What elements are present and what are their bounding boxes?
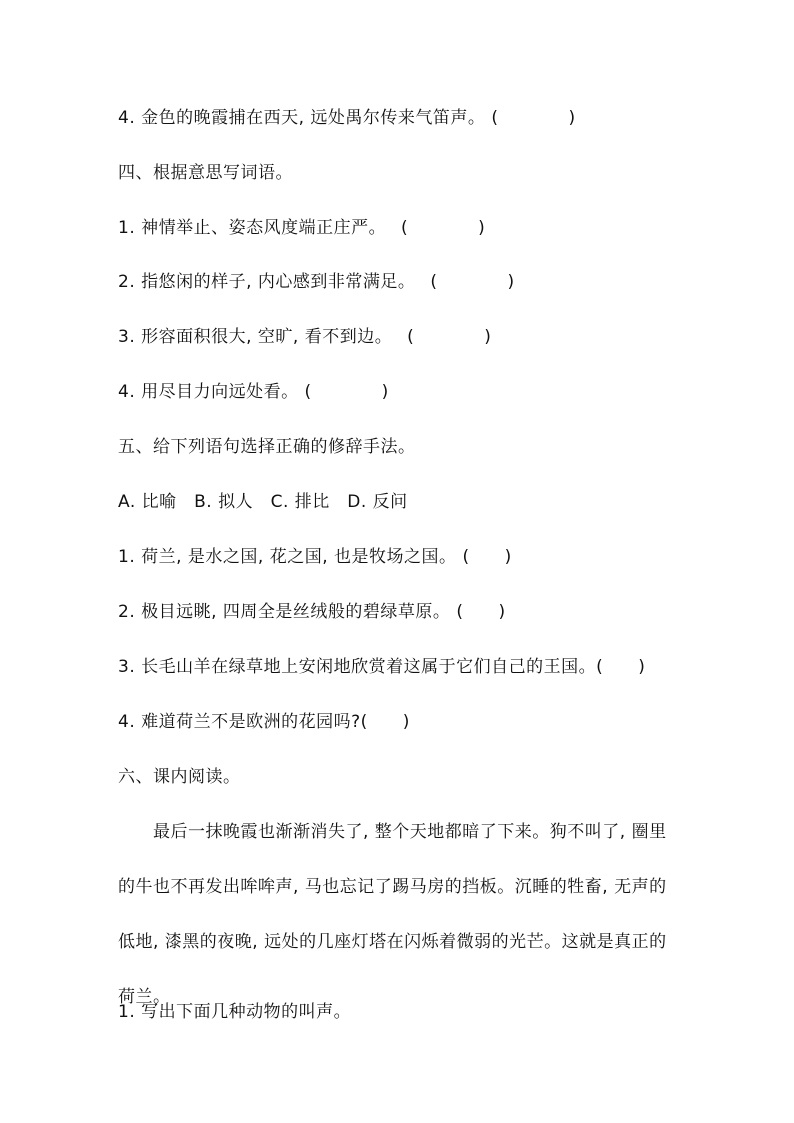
- rhetoric-question-3: 3. 长毛山羊在绿草地上安闲地欣赏着这属于它们自己的王国。( ): [118, 657, 646, 677]
- question-line-2-leisurely: 2. 指悠闲的样子, 内心感到非常满足。 ( ): [118, 272, 515, 292]
- question-line-4-sunset: 4. 金色的晚霞捕在西天, 远处禺尔传来气笛声。 ( ): [118, 108, 576, 128]
- question-line-3-vast: 3. 形容面积很大, 空旷, 看不到边。 ( ): [118, 327, 492, 347]
- rhetoric-options: A. 比喻 B. 拟人 C. 排比 D. 反问: [118, 492, 408, 512]
- reading-passage: 最后一抹晚霞也渐渐消失了, 整个天地都暗了下来。狗不叫了, 圈里的牛也不再发出哞哞声, 马也忘记了踢马房的挡板。沉睡的牲畜, 无声的低地, 漆黑的夜晚, 远处的几座灯塔在闪烁着微弱的光芒。这就是真正的荷兰。: [118, 822, 667, 1007]
- reading-question-1: 1. 写出下面几种动物的叫声。: [118, 1002, 352, 1022]
- section-heading-4: 四、根据意思写词语。: [118, 163, 293, 183]
- rhetoric-question-2: 2. 极目远眺, 四周全是丝绒般的碧绿草原。 ( ): [118, 602, 506, 622]
- question-line-4-gaze: 4. 用尽目力向远处看。 ( ): [118, 382, 389, 402]
- question-line-1-dignified: 1. 神情举止、姿态风度端正庄严。 ( ): [118, 218, 486, 238]
- section-heading-6: 六、课内阅读。: [118, 767, 241, 787]
- rhetoric-question-1: 1. 荷兰, 是水之国, 花之国, 也是牧场之国。 ( ): [118, 547, 512, 567]
- section-heading-5: 五、给下列语句选择正确的修辞手法。: [118, 437, 416, 457]
- rhetoric-question-4: 4. 难道荷兰不是欧洲的花园吗?( ): [118, 712, 410, 732]
